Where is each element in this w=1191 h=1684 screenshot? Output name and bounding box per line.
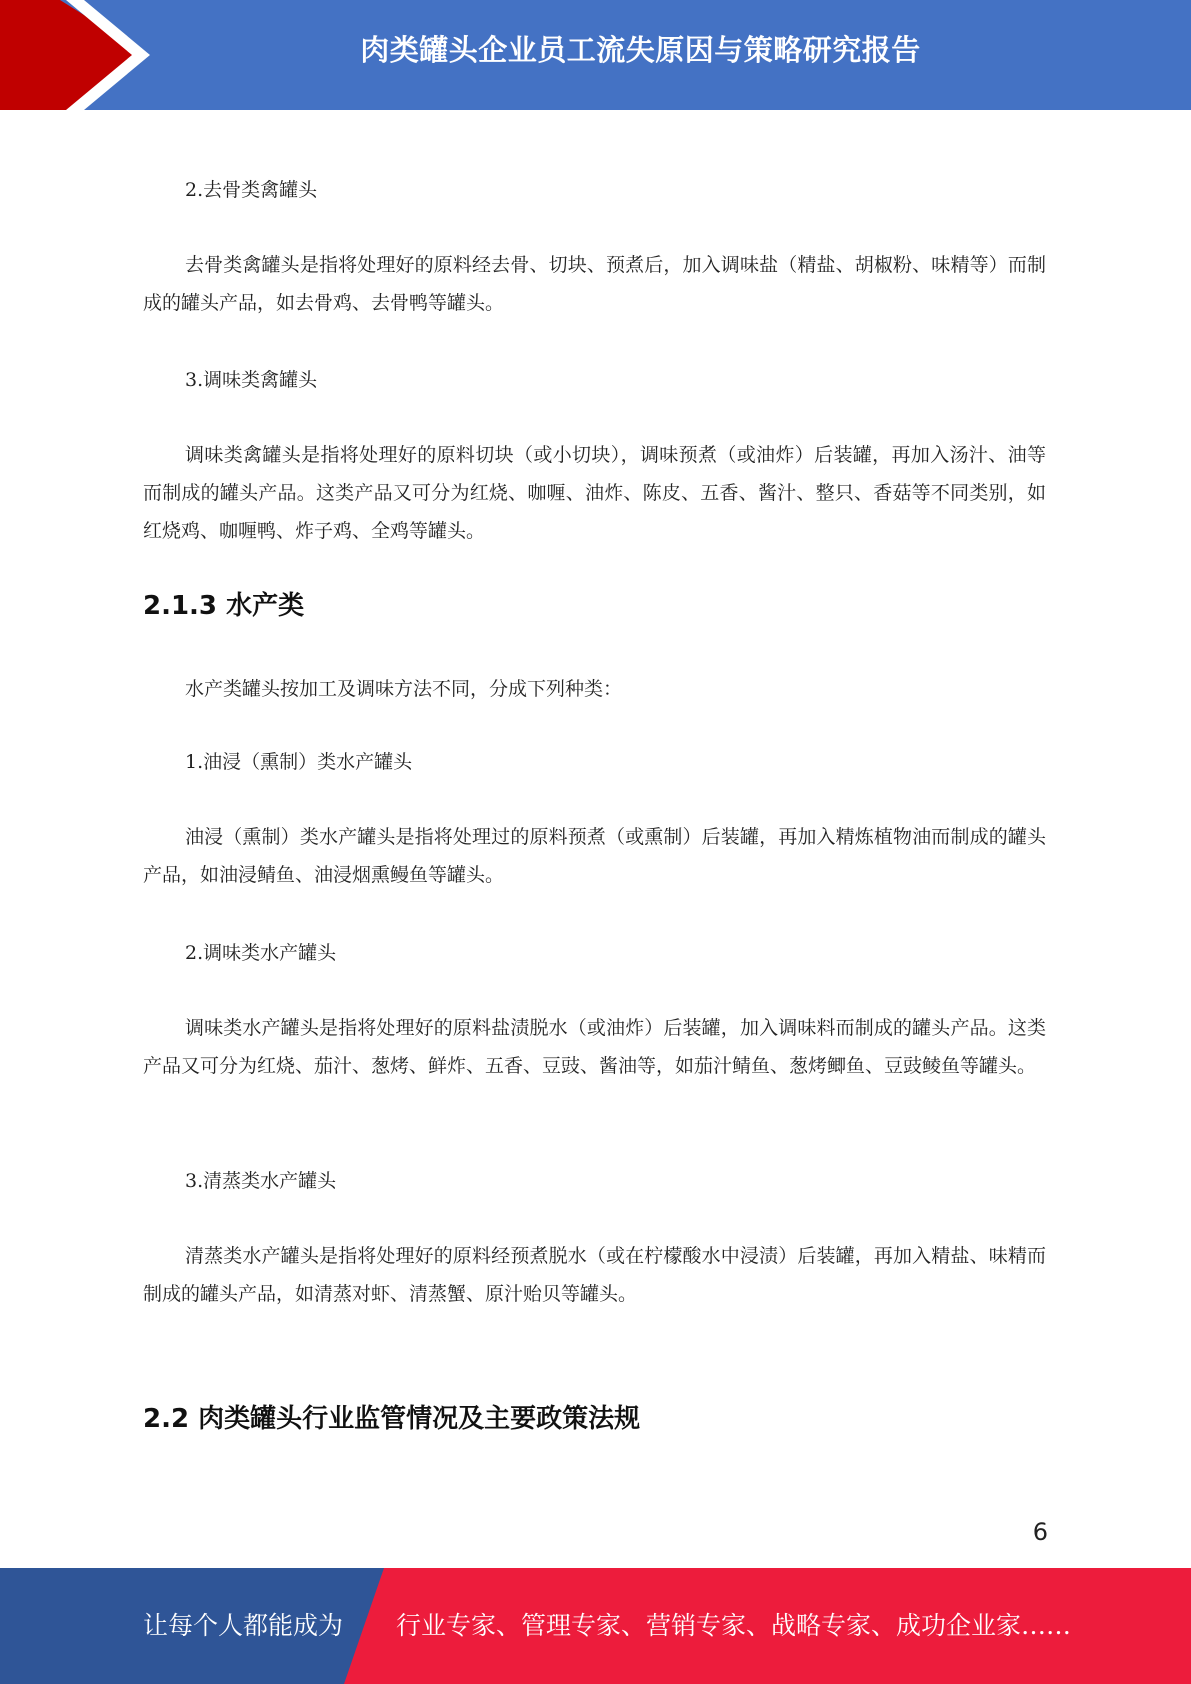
paragraph-deboned-poultry: 去骨类禽罐头是指将处理好的原料经去骨、切块、预煮后，加入调味盐（精盐、胡椒粉、味精等）而制成的罐头产品，如去骨鸡、去骨鸭等罐头。 (143, 254, 1046, 314)
subheading-deboned-poultry: 2.去骨类禽罐头 (185, 179, 318, 201)
paragraph-seasoned-poultry: 调味类禽罐头是指将处理好的原料切块（或小切块），调味预煮（或油炸）后装罐，再加入汤汁、油等而制成的罐头产品。这类产品又可分为红烧、咖喱、油炸、陈皮、五香、酱汁、整只、香菇等不同类别，如红烧鸡、咖喱鸭、炸子鸡、全鸡等罐头。 (143, 444, 1046, 542)
page-footer (0, 1568, 1191, 1684)
page-number: 6 (1032, 1518, 1048, 1546)
subheading-seasoned-poultry: 3.调味类禽罐头 (185, 369, 318, 391)
footer-slogan-roles: 行业专家、管理专家、营销专家、战略专家、成功企业家…… (396, 1611, 1072, 1640)
section-heading-regulation: 2.2 肉类罐头行业监管情况及主要政策法规 (143, 1404, 641, 1434)
subheading-steamed-aquatic: 3.清蒸类水产罐头 (185, 1170, 337, 1192)
footer-slogan-lead: 让每个人都能成为 (143, 1611, 344, 1640)
paragraph-aquatic-intro: 水产类罐头按加工及调味方法不同，分成下列种类： (185, 678, 623, 700)
paragraph-steamed-aquatic: 清蒸类水产罐头是指将处理好的原料经预煮脱水（或在柠檬酸水中浸渍）后装罐，再加入精盐、味精而制成的罐头产品，如清蒸对虾、清蒸蟹、原汁贻贝等罐头。 (143, 1245, 1046, 1305)
page-header (0, 0, 1191, 110)
paragraph-seasoned-aquatic: 调味类水产罐头是指将处理好的原料盐渍脱水（或油炸）后装罐，加入调味料而制成的罐头产品。这类产品又可分为红烧、茄汁、葱烤、鲜炸、五香、豆豉、酱油等，如茄汁鲭鱼、葱烤鲫鱼、豆豉鲮鱼等罐头。 (143, 1017, 1046, 1077)
paragraph-oil-smoked-aquatic: 油浸（熏制）类水产罐头是指将处理过的原料预煮（或熏制）后装罐，再加入精炼植物油而制成的罐头产品，如油浸鲭鱼、油浸烟熏鳗鱼等罐头。 (143, 826, 1046, 886)
report-title: 肉类罐头企业员工流失原因与策略研究报告 (360, 33, 921, 67)
section-heading-aquatic: 2.1.3 水产类 (143, 591, 305, 621)
subheading-oil-smoked-aquatic: 1.油浸（熏制）类水产罐头 (185, 751, 413, 773)
header-red-chevron (0, 0, 148, 110)
subheading-seasoned-aquatic: 2.调味类水产罐头 (185, 942, 337, 964)
